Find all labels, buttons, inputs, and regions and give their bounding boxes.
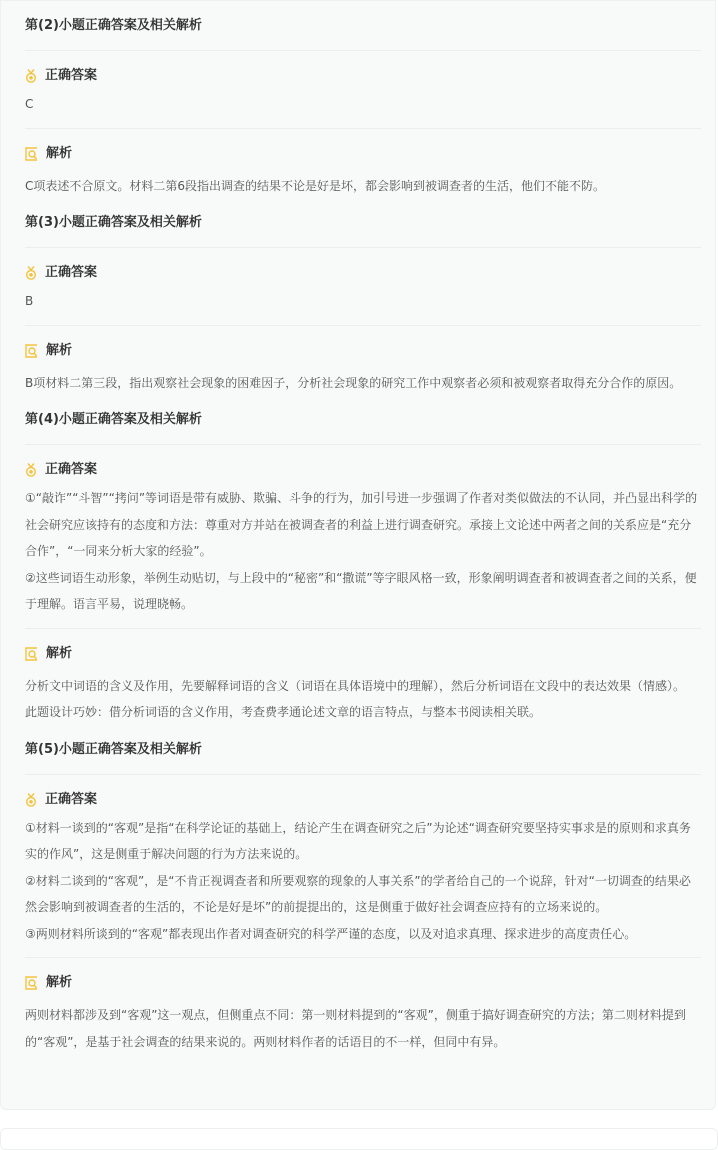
section-title: 第(2)小题正确答案及相关解析: [25, 18, 202, 33]
divider: [25, 957, 701, 958]
divider: [25, 50, 701, 51]
question-section: [25, 739, 701, 1056]
question-section: [25, 212, 701, 396]
next-card: [0, 1128, 718, 1150]
answer-header: [25, 262, 701, 284]
answer-header: [25, 65, 701, 87]
answer-text: [25, 288, 701, 315]
answer-label: 正确答案: [45, 462, 98, 477]
analysis-text: [25, 1002, 701, 1055]
section-title: 第(4)小题正确答案及相关解析: [25, 412, 202, 427]
medal-icon: [25, 463, 37, 477]
section-title: 第(3)小题正确答案及相关解析: [25, 215, 202, 230]
analysis-paragraph: C项表述不合原文。材料二第6段指出调查的结果不论是好是坏，都会影响到被调查者的生活，他们不能不防。: [25, 178, 606, 193]
magnifier-doc-icon: [25, 647, 38, 661]
divider: [25, 628, 701, 629]
question-section: [25, 409, 701, 726]
magnifier-doc-icon: [25, 976, 38, 990]
analysis-header: [25, 972, 701, 994]
analysis-header: [25, 340, 701, 362]
analysis-paragraph: B项材料二第三段，指出观察社会现象的困难因子，分析社会现象的研究工作中观察者必须和被观察者取得充分合作的原因。: [25, 375, 682, 390]
divider: [25, 774, 701, 775]
answer-header: [25, 789, 701, 811]
answer-label: 正确答案: [45, 68, 98, 83]
analysis-label: 解析: [46, 342, 73, 358]
analysis-text: [25, 673, 701, 726]
question-section: [25, 15, 701, 199]
section-title: 第(5)小题正确答案及相关解析: [25, 741, 202, 757]
answer-text: [25, 485, 701, 618]
divider: [25, 128, 701, 129]
answer-paragraph: C: [25, 97, 34, 111]
divider: [25, 247, 701, 248]
magnifier-doc-icon: [25, 344, 38, 358]
answer-text: [25, 91, 701, 118]
answer-paragraph: ①材料一谈到的“客观”是指“在科学论证的基础上，结论产生在调查研究之后”为论述“调查研究要坚持实事求是的原则和求真务实的作风”，这是侧重于解决问题的行为方法来说的。: [25, 820, 691, 861]
analysis-paragraph: 两则材料都涉及到“客观”这一观点，但侧重点不同：第一则材料提到的“客观”，侧重于搞好调查研究的方法；第二则材料提到的“客观”，是基于社会调查的结果来说的。两则材料作者的话语目的不一样，但同中有异。: [25, 1008, 686, 1049]
medal-icon: [25, 69, 37, 83]
analysis-paragraph: 分析文中词语的含义及作用，先要解释词语的含义（词语在具体语境中的理解），然后分析词语在文段中的表达效果（情感）。: [25, 678, 686, 693]
answer-paragraph: ②材料二谈到的“客观”，是“不肯正视调查者和所要观察的现象的人事关系”的学者给自己的一个说辞，针对“一切调查的结果必然会影响到被调查者的生活的，不论是好是坏”的前提提出的，这是侧重于做好社会调查应持有的立场来说的。: [25, 873, 691, 914]
analysis-header: [25, 643, 701, 665]
divider: [25, 444, 701, 445]
medal-icon: [25, 793, 37, 807]
answer-text: [25, 815, 701, 948]
answer-paragraph: ③两则材料所谈到的“客观”都表现出作者对调查研究的科学严谨的态度，以及对追求真理、探求进步的高度责任心。: [25, 926, 637, 941]
medal-icon: [25, 266, 37, 280]
analysis-header: [25, 143, 701, 165]
answer-paragraph: B: [25, 294, 34, 308]
analysis-text: [25, 173, 701, 200]
answer-label: 正确答案: [45, 265, 98, 280]
answer-paragraph: ②这些词语生动形象，举例生动贴切，与上段中的“秘密”和“撒谎”等字眼风格一致，形象阐明调查者和被调查者之间的关系，便于理解。语言平易，说理晓畅。: [25, 570, 697, 611]
analysis-label: 解析: [46, 975, 73, 990]
answer-label: 正确答案: [45, 791, 98, 807]
analysis-paragraph: 此题设计巧妙：借分析词语的含义作用，考查费孝通论述文章的语言特点，与整本书阅读相关联。: [25, 705, 542, 719]
answer-paragraph: ①“敲诈”“斗智”“拷问”等词语是带有威胁、欺骗、斗争的行为，加引号进一步强调了作者对类似做法的不认同，并凸显出科学的社会研究应该持有的态度和方法：尊重对方并站在被调查者的利益上进行调查研究。承接上文论述中两者之间的关系应是“充分合作”，“一同来分析大家的经验”。: [25, 491, 698, 558]
analysis-label: 解析: [46, 145, 73, 161]
magnifier-doc-icon: [25, 147, 38, 161]
divider: [25, 325, 701, 326]
analysis-text: [25, 370, 701, 397]
answer-header: [25, 459, 701, 481]
analysis-label: 解析: [46, 645, 73, 661]
